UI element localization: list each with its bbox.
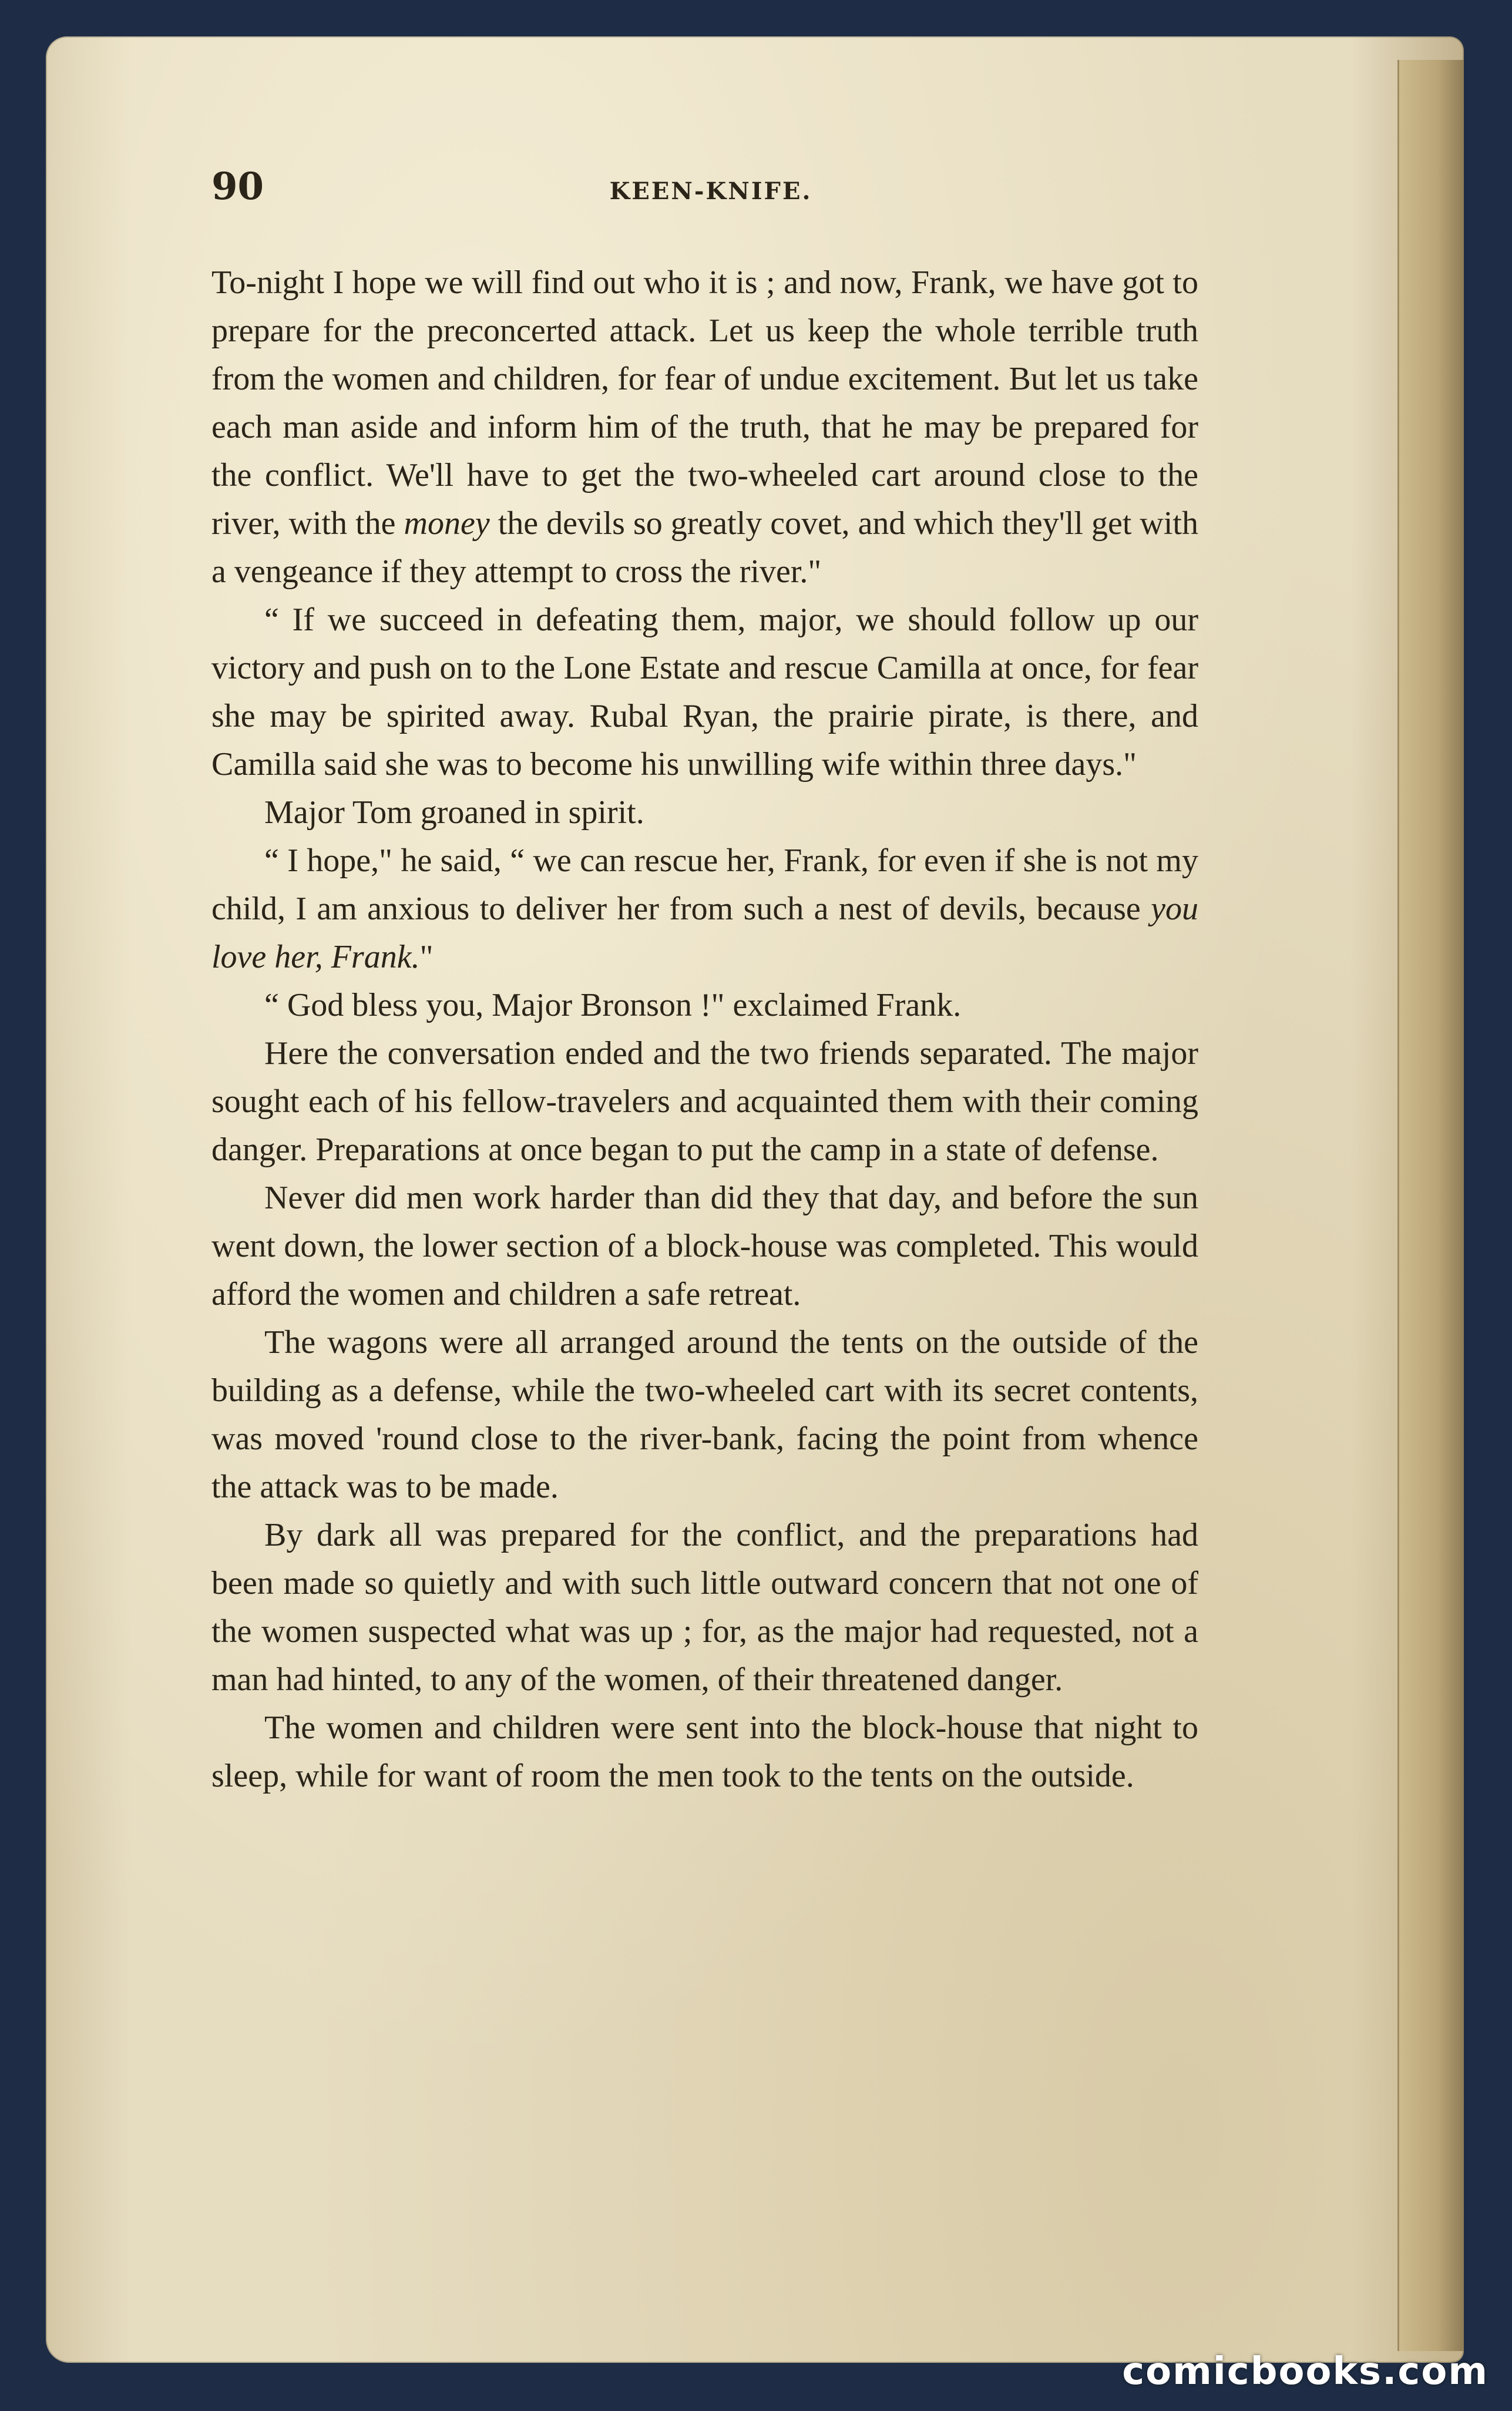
paragraph-4: “ I hope," he said, “ we can rescue her, Frank, for even if she is not my child, I am anxious to deliver her from such a nest of devils, because you love her, Frank."	[211, 842, 1198, 975]
page-spine-edge	[1397, 60, 1464, 2351]
paragraph-2: “ If we succeed in defeating them, major, we should follow up our victory and push on to the Lone Estate and rescue Camilla at once, for fear she may be spirited away. Rubal Ryan, the prairie pirate, is there, and Camilla said she was to become his unwilling wife within three days."	[211, 602, 1198, 783]
page-number: 90	[211, 164, 264, 209]
body-text	[211, 258, 1198, 1800]
paragraph-1: To-night I hope we will find out who it is ; and now, Frank, we have got to prepare for the preconcerted attack. Let us keep the whole terrible truth from the women and children, for fear of undue excitement. But let us take each man aside and inform him of the truth, that he may be prepared for the conflict. We'll have to get the two-wheeled cart around close to the river, with the money the devils so greatly covet, and which they'll get with a vengeance if they attempt to cross the river."	[211, 264, 1198, 590]
paragraph-10: The women and children were sent into the block-house that night to sleep, while for want of room the men took to the tents on the outside.	[211, 1710, 1198, 1794]
paragraph-9: By dark all was prepared for the conflict, and the preparations had been made so quietly and with such little outward concern that not one of the women suspected what was up ; for, as the major had requested, not a man had hinted, to any of the women, of their threatened danger.	[211, 1517, 1198, 1698]
paragraph-5: “ God bless you, Major Bronson !" exclaimed Frank.	[264, 987, 962, 1023]
paragraph-7: Never did men work harder than did they that day, and before the sun went down, the lower section of a block-house was completed. This would afford the women and children a safe retreat.	[211, 1180, 1198, 1312]
paragraph-6: Here the conversation ended and the two friends separated. The major sought each of his fellow-travelers and acquainted them with their coming danger. Preparations at once began to put the camp in a state of defense.	[211, 1035, 1198, 1168]
paragraph-3: Major Tom groaned in spirit.	[264, 794, 644, 831]
paragraph-8: The wagons were all arranged around the tents on the outside of the building as a defense, while the two-wheeled cart with its secret contents, was moved 'round close to the river-bank, facing the point from whence the attack was to be made.	[211, 1324, 1198, 1505]
watermark: comicbooks.com	[1122, 2350, 1489, 2393]
running-title: KEEN-KNIFE.	[609, 177, 812, 205]
running-head	[211, 164, 1210, 211]
